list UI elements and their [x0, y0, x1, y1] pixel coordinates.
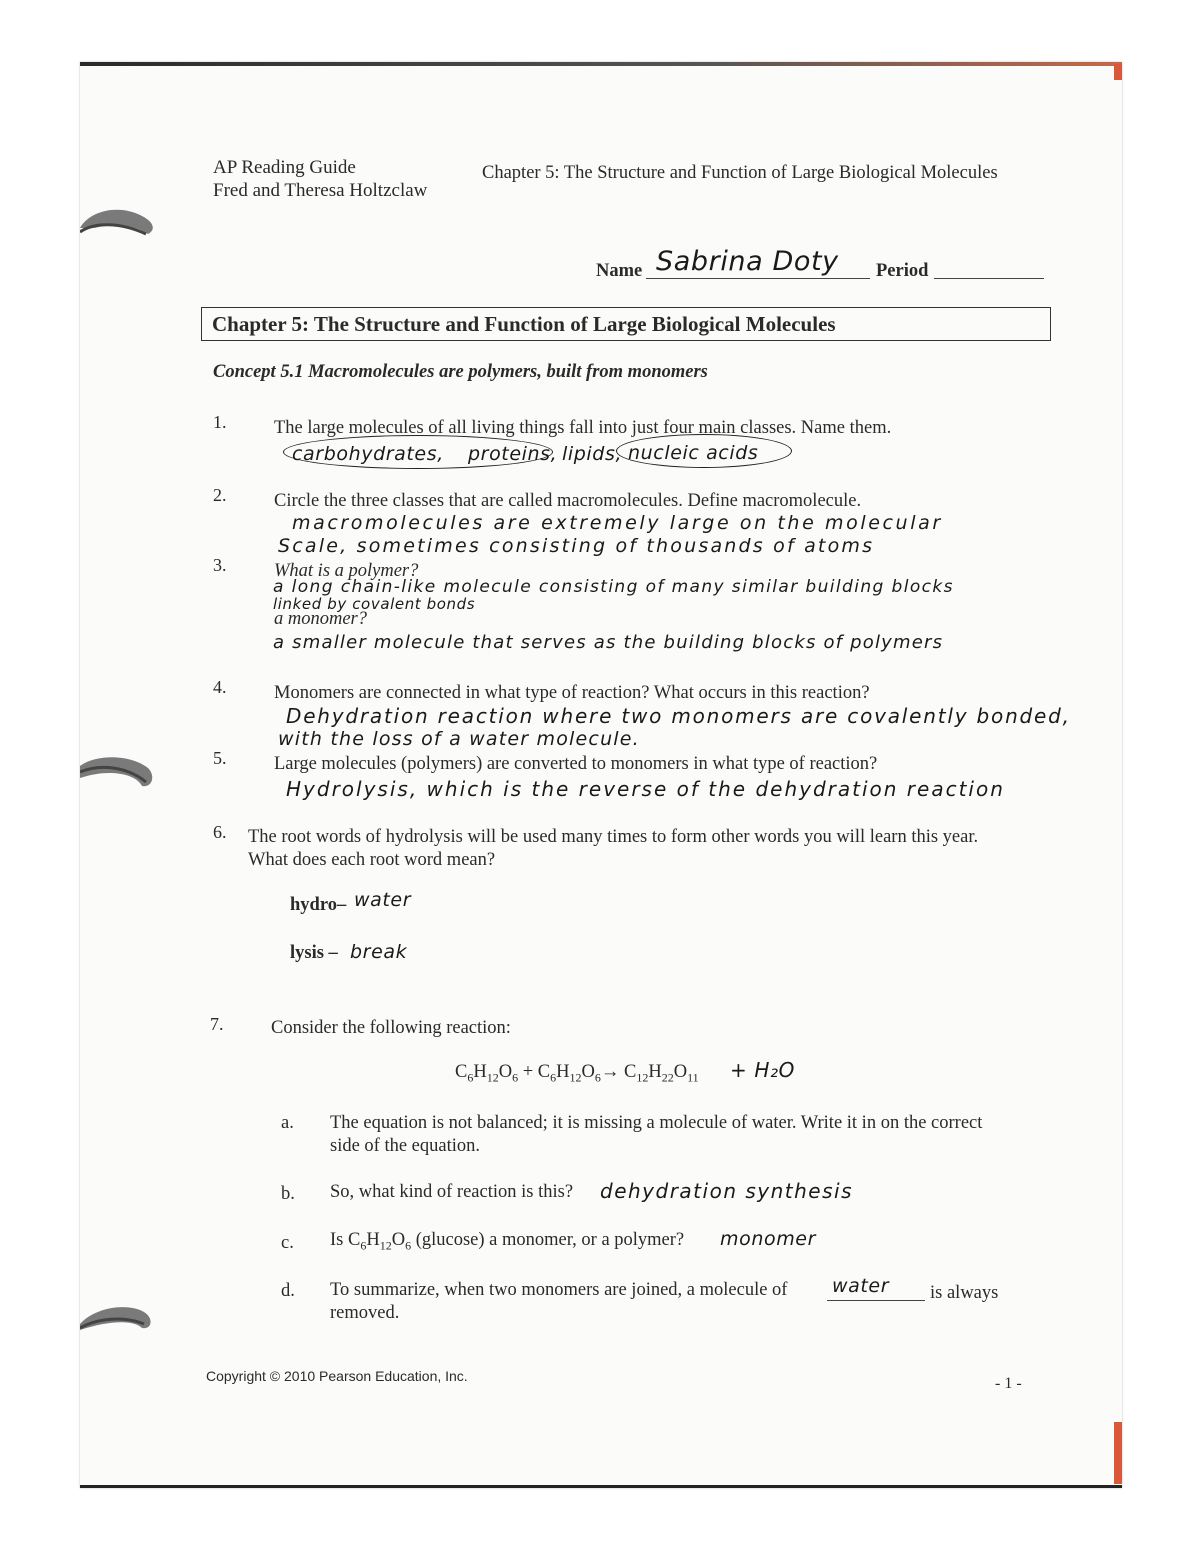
question-7c-rest: (glucose) a monomer, or a polymer? — [415, 1230, 685, 1250]
binder-ring-icon — [80, 748, 160, 804]
question-4-text: Monomers are connected in what type of reaction? What occurs in this reaction? — [274, 683, 870, 703]
question-7d-before: To summarize, when two monomers are joined, a molecule of — [330, 1280, 788, 1300]
question-number: 5. — [213, 748, 227, 768]
binder-ring-icon — [80, 1294, 160, 1350]
answer-lipids: lipids, — [562, 443, 623, 465]
page-edge-mark — [1114, 1422, 1122, 1484]
chapter-reference: Chapter 5: The Structure and Function of Large Biological Molecules — [482, 163, 998, 183]
answer-nucleic-acids: nucleic acids — [628, 442, 759, 464]
reaction-equation: $C_6H_{12}O_6 + C_6H_{12}O_6\to C_{12}H_{22}O_{11}$ — [455, 1062, 699, 1085]
answer-7b: dehydration synthesis — [600, 1179, 854, 1203]
answer-4-line2: with the loss of a water molecule. — [278, 728, 640, 750]
answer-3-monomer: a smaller molecule that serves as the building blocks of polymers — [273, 632, 944, 653]
worksheet-page — [80, 62, 1122, 1488]
answer-2-line1: macromolecules are extremely large on the molecular — [292, 512, 943, 534]
period-blank — [934, 278, 1044, 279]
name-blank — [646, 278, 870, 279]
subquestion-label: d. — [281, 1281, 295, 1301]
answer-3-polymer-line2: linked by covalent bonds — [273, 595, 476, 613]
answer-5: Hydrolysis, which is the reverse of the dehydration reaction — [286, 777, 1005, 801]
answer-2-line2: Scale, sometimes consisting of thousands of atoms — [278, 535, 875, 557]
subquestion-label: b. — [281, 1184, 295, 1204]
question-7c-text: Is $C_6H_{12}O_6$ (glucose) a monomer, or a polymer? — [330, 1230, 685, 1253]
chapter-title: Chapter 5: The Structure and Function of Large Biological Molecules — [212, 312, 836, 336]
hydro-answer: water — [354, 889, 412, 911]
answer-carbohydrates: carbohydrates, — [292, 443, 444, 465]
answer-water-added: + H₂O — [730, 1058, 795, 1082]
question-number: 1. — [213, 412, 227, 432]
question-number: 2. — [213, 485, 227, 505]
answer-7c: monomer — [720, 1228, 817, 1250]
name-label: Name — [596, 261, 643, 281]
question-1-text: The large molecules of all living things fall into just four main classes. Name them. — [274, 418, 892, 438]
guide-title: AP Reading Guide — [213, 157, 356, 178]
circle-mark — [283, 435, 553, 469]
circle-mark — [616, 434, 792, 468]
question-6-line2: What does each root word mean? — [248, 850, 496, 870]
question-number: 4. — [213, 677, 227, 697]
answer-7d-blank — [827, 1300, 925, 1301]
question-7a-line2: side of the equation. — [330, 1136, 481, 1156]
top-edge-shadow — [80, 62, 1122, 66]
answer-4-line1: Dehydration reaction where two monomers are covalently bonded, — [286, 704, 1071, 728]
question-number: 3. — [213, 555, 227, 575]
question-6-line1: The root words of hydrolysis will be used many times to form other words you will learn this year. — [248, 827, 979, 847]
question-number: 7. — [210, 1014, 224, 1034]
question-5-text: Large molecules (polymers) are converted to monomers in what type of reaction? — [274, 754, 878, 774]
lysis-label: lysis – — [290, 943, 338, 963]
hydro-label: hydro– — [290, 895, 347, 915]
question-7b-text: So, what kind of reaction is this? — [330, 1182, 574, 1202]
subquestion-label: c. — [281, 1233, 294, 1253]
chapter-title-box — [201, 307, 1051, 341]
question-7d-line2: removed. — [330, 1303, 400, 1323]
student-name: Sabrina Doty — [656, 246, 839, 277]
question-2-text: Circle the three classes that are called macromolecules. Define macromolecule. — [274, 491, 862, 511]
question-3-monomer: a monomer? — [274, 609, 368, 629]
lysis-answer: break — [350, 941, 408, 963]
period-label: Period — [876, 261, 929, 281]
binder-ring-icon — [80, 198, 160, 254]
question-7a-line1: The equation is not balanced; it is missing a molecule of water. Write it in on the correct — [330, 1113, 983, 1133]
answer-proteins: proteins, — [468, 443, 558, 465]
guide-authors: Fred and Theresa Holtzclaw — [213, 180, 428, 201]
subquestion-label: a. — [281, 1113, 294, 1133]
bottom-edge-shadow — [80, 1485, 1122, 1488]
concept-heading: Concept 5.1 Macromolecules are polymers, built from monomers — [213, 362, 708, 382]
copyright-notice: Copyright © 2010 Pearson Education, Inc. — [206, 1368, 468, 1384]
question-number: 6. — [213, 822, 227, 842]
page-number: - 1 - — [995, 1375, 1022, 1392]
question-7d-after: is always — [930, 1283, 999, 1303]
answer-3-polymer-line1: a long chain-like molecule consisting of many similar building blocks — [273, 577, 954, 597]
question-7-text: Consider the following reaction: — [271, 1018, 511, 1038]
page-edge-mark — [1114, 64, 1122, 80]
answer-7d: water — [832, 1275, 890, 1297]
question-3-polymer: What is a polymer? — [274, 561, 419, 581]
